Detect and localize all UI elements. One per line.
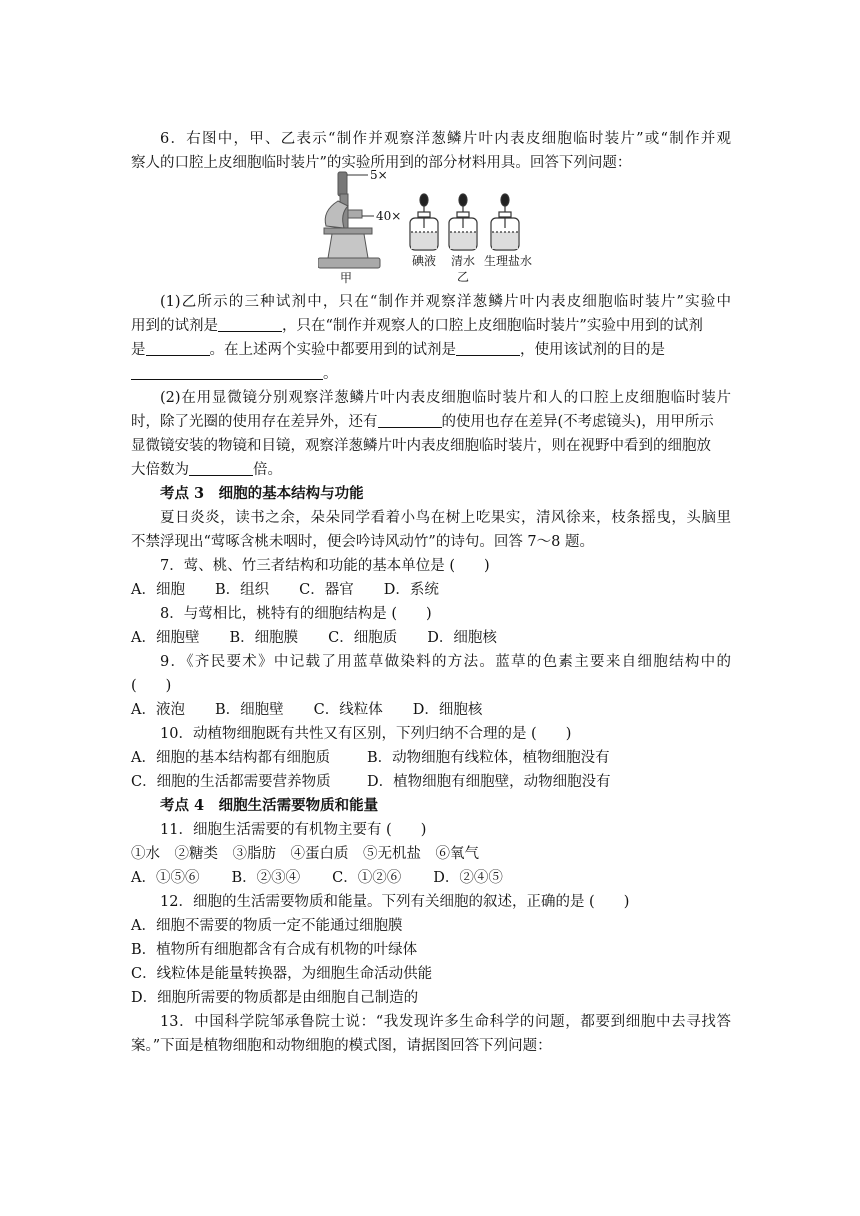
- answer-blank[interactable]: [146, 341, 210, 356]
- q12-stem: 12．细胞的生活需要物质和能量。下列有关细胞的叙述，正确的是 ( ): [160, 894, 630, 910]
- q7-option-d[interactable]: D．系统: [383, 582, 439, 598]
- q8-option-c[interactable]: C．细胞质: [328, 630, 398, 646]
- q8-options: [131, 628, 731, 648]
- q6-1-text: ，使用该试剂的目的是: [520, 342, 665, 358]
- eyepiece-label: 5×: [370, 168, 388, 182]
- q12-option-b[interactable]: B．植物所有细胞都含有合成有机物的叶绿体: [131, 942, 418, 958]
- reagent-label-water: 清水: [451, 254, 476, 268]
- q11-option-a[interactable]: A．①⑤⑥: [131, 870, 200, 886]
- objective-label: 40×: [376, 209, 402, 223]
- q6-2-line2: [131, 412, 731, 432]
- q6-1-text: 是: [131, 342, 146, 358]
- section-3-title: 考点 3 细胞的基本结构与功能: [160, 485, 364, 502]
- answer-blank[interactable]: [218, 317, 282, 332]
- q10-option-a[interactable]: A．细胞的基本结构都有细胞质: [131, 750, 330, 766]
- q6-1-text: 。在上述两个实验中都要用到的试剂是: [209, 342, 456, 358]
- microscope-label: 甲: [340, 271, 353, 285]
- q6-stem-line1: 6．右图中，甲、乙表示“制作并观察洋葱鳞片叶内表皮细胞临时装片”或“制作并观: [160, 131, 731, 147]
- q9-option-a[interactable]: A．液泡: [131, 702, 185, 718]
- q6-1-line1: (1)乙所示的三种试剂中，只在“制作并观察洋葱鳞片叶内表皮细胞临时装片”实验中: [160, 294, 731, 310]
- section-4-title: 考点 4 细胞生活需要物质和能量: [160, 797, 379, 814]
- q6-1-text: 。: [323, 366, 338, 382]
- microscope-icon: [318, 172, 380, 268]
- answer-blank[interactable]: [456, 341, 520, 356]
- q12-option-c[interactable]: C．线粒体是能量转换器，为细胞生命活动供能: [131, 966, 433, 982]
- q6-1-line3: [131, 340, 731, 360]
- q9-options: [131, 700, 731, 720]
- section-3-intro-line2: 不禁浮现出“莺啄含桃未咽时，便会吟诗风动竹”的诗句。回答 7～8 题。: [131, 534, 594, 550]
- q6-2-line1: (2)在用显微镜分别观察洋葱鳞片叶内表皮细胞临时装片和人的口腔上皮细胞临时装片: [160, 390, 731, 406]
- section-3-intro-line1: 夏日炎炎，读书之余，朵朵同学看着小鸟在树上吃果实，清风徐来，枝条摇曳，头脑里: [160, 510, 731, 526]
- q13-stem-line1: 13．中国科学院邹承鲁院士说：“我发现许多生命科学的问题，都要到细胞中去寻找答: [160, 1014, 731, 1030]
- q6-2-text: 时，除了光圈的使用存在差异外，还有: [131, 414, 378, 430]
- reagent-label-iodine: 碘液: [412, 254, 437, 268]
- q6-2-text: 大倍数为: [131, 462, 189, 478]
- answer-blank[interactable]: [131, 365, 323, 380]
- dropper-bottle-saline-icon: [491, 194, 519, 250]
- q11-option-b[interactable]: B．②③④: [231, 870, 301, 886]
- reagent-label-saline: 生理盐水: [484, 254, 533, 268]
- dropper-bottle-water-icon: [449, 194, 477, 250]
- q6-stem-line2: 察人的口腔上皮细胞临时装片”的实验所用到的部分材料用具。回答下列问题：: [131, 155, 632, 171]
- q8-stem: 8．与莺相比，桃特有的细胞结构是 ( ): [160, 606, 432, 622]
- q10-option-c[interactable]: C．细胞的生活都需要营养物质: [131, 774, 331, 790]
- q10-options-row2: [131, 772, 731, 792]
- q11-stem: 11．细胞生活需要的有机物主要有 ( ): [160, 822, 427, 838]
- answer-blank[interactable]: [189, 461, 253, 476]
- q11-option-d[interactable]: D．②④⑤: [433, 870, 503, 886]
- q6-2-text: 的使用也存在差异(不考虑镜头)，用甲所示: [441, 414, 714, 430]
- q7-option-a[interactable]: A．细胞: [131, 582, 185, 598]
- q11-options: [131, 868, 731, 888]
- q13-stem-line2: 案。”下面是植物细胞和动物细胞的模式图，请据图回答下列问题：: [131, 1038, 552, 1054]
- reagents-group-label: 乙: [457, 270, 470, 284]
- microscope-and-dropper-bottles-icon: [318, 166, 548, 286]
- q7-stem: 7．莺、桃、竹三者结构和功能的基本单位是 ( ): [160, 558, 490, 574]
- q12-option-a[interactable]: A．细胞不需要的物质一定不能通过细胞膜: [131, 918, 403, 934]
- q6-1-text: 用到的试剂是: [131, 318, 218, 334]
- answer-blank[interactable]: [378, 413, 442, 428]
- q9-option-d[interactable]: D．细胞核: [412, 702, 483, 718]
- q6-2-line3: 显微镜安装的物镜和目镜，观察洋葱鳞片叶内表皮细胞临时装片，则在视野中看到的细胞放: [131, 438, 711, 454]
- q6-1-line4: [131, 364, 731, 384]
- q10-stem: 10．动植物细胞既有共性又有区别，下列归纳不合理的是 ( ): [160, 726, 572, 742]
- q9-stem-line1: 9．《齐民要术》中记载了用蓝草做染料的方法。蓝草的色素主要来自细胞结构中的: [160, 654, 731, 670]
- q6-figure: [318, 166, 548, 286]
- q12-option-d[interactable]: D．细胞所需要的物质都是由细胞自己制造的: [131, 990, 419, 1006]
- q6-2-text: 倍。: [253, 462, 282, 478]
- q6-2-line4: [131, 460, 731, 480]
- dropper-bottle-iodine-icon: [410, 194, 438, 250]
- q6-1-text: ，只在“制作并观察人的口腔上皮细胞临时装片”实验中用到的试剂: [282, 318, 703, 334]
- q10-options-row1: [131, 748, 731, 768]
- q9-option-c[interactable]: C．线粒体: [313, 702, 383, 718]
- q8-option-b[interactable]: B．细胞膜: [229, 630, 299, 646]
- q9-option-b[interactable]: B．细胞壁: [214, 702, 284, 718]
- q10-option-b[interactable]: B．动物细胞有线粒体，植物细胞没有: [367, 750, 610, 766]
- q7-options: [131, 580, 731, 600]
- q8-option-d[interactable]: D．细胞核: [427, 630, 497, 646]
- q7-option-b[interactable]: B．组织: [214, 582, 270, 598]
- q8-option-a[interactable]: A．细胞壁: [131, 630, 200, 646]
- q11-option-c[interactable]: C．①②⑥: [332, 870, 402, 886]
- q6-1-line2: [131, 316, 731, 336]
- q7-option-c[interactable]: C．器官: [299, 582, 354, 598]
- q10-option-d[interactable]: D．植物细胞有细胞壁，动物细胞没有: [367, 774, 611, 790]
- q9-stem-line2: ( ): [131, 678, 172, 694]
- q11-items: ①水 ②糖类 ③脂肪 ④蛋白质 ⑤无机盐 ⑥氧气: [131, 846, 479, 862]
